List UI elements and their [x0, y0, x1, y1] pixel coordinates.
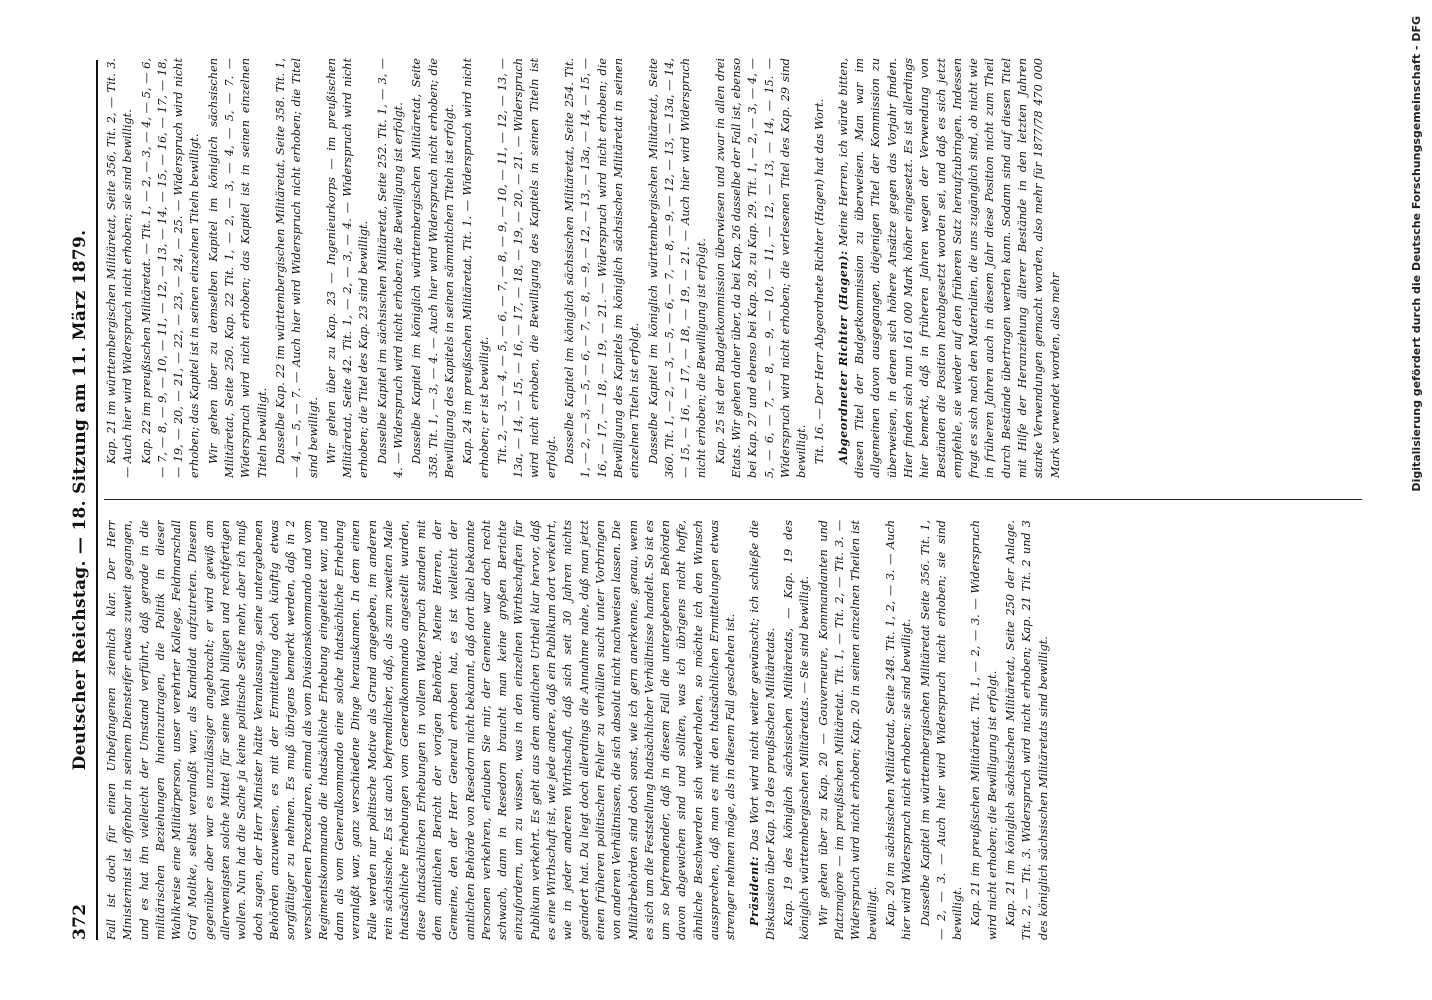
side-imprint — [1406, 16, 1428, 968]
paragraph-text: Fall ist doch für einen Unbefangenen ziemlich klar. Der Herr Ministerinist ist offenbar in seinem Diensteifer etwas zuweit gegangen, und es hat ihn vielleicht der Umstand verführt, daß gerade in die militärischen Beziehungen hineinzutragen, die Politik in dieser Wahlkreise eine Militärperson, unser verehrter Kollege, Feldmarschall Graf Moltke, selbst veranlaßt war, als Kandidat aufzutreten. Diesem gegenüber aber war es unzulässiger angebracht; er wird gewiß am allerwenigsten solche Mittel für seine Wahl billigen und rechtfertigen wollen. Nun hat die Sache ja keine politische Seite mehr, aber ich muß doch sagen, der Herr Minister hätte Veranlassung, seine untergebenen Behörden anzuweisen, es mit der Ermittelung doch künftig etwas sorgfältiger zu nehmen. Es muß übrigens bemerkt werden, daß in 2 verschiedenen Prozeduren, einmal als vom Divisionskommando und vom Regimentskommando die thatsächliche Erhebung eingeleitet war, und dann als vom Generalkommando eine solche thatsächliche Erhebung veranlaßt war, ganz verschiedene Dinge herauskamen. In dem einen Falle werden nur politische Motive als Grund angegeben, im anderen rein sächsische. Es ist auch befremdlicher, daß, als zum zweiten Male thatsächliche Erhebungen vom Generalkommando angestellt wurden, diese thatsächlichen Erhebungen in vollem Widerspruch standen mit dem amtlichen Bericht der vorigen Behörde. Meine Herren, der Gemeine, den der Herr General erhoben hat, es ist vielleicht der amtlichen Behörde von Resedorn nicht bekannt, daß dort übel bekannte Personen verkehren, erlauben Sie mir, der Gemeine war doch recht schwach, dann in Resedorn braucht man keine großen Berichte einzufordern, um zu wissen, was in den einzelnen Wirthschaften für Publikum verkehrt. Es geht aus dem amtlichen Urtheil klar hervor, daß es eine Wirthschaft ist, wie jede andere, daß ein Publikum dort verkehrt, wie in jeder anderen Wirthschaft, daß sich seit 30 Jahren nichts geändert hat. Da liegt doch allerdings die Annahme nahe, daß man jetzt einen früheren politischen Fehler zu verhüllen sucht unter Vorbringen von anderen Verhältnissen, die sich absolut nicht nachweisen lassen. Die Militärbehörden sind doch sonst, wie ich gern anerkenne, genau, wenn es sich um die Feststellung thatsächlicher Verhältnisse handelt. So ist es um so befremdender, daß in diesem Fall die untergebenen Behörden davon abgewichen sind und sollten, was ich übrigens nicht hoffe, ähnliche Beschwerden sich wiederholen, so möchte ich den Wunsch aussprechen, daß man es mit den thatsächlichen Ermittelungen etwas strenger nehmen möge, als in diesem Fall geschehen ist. — [105, 520, 738, 940]
paragraph — [460, 58, 493, 478]
paragraph — [273, 58, 322, 478]
paragraph — [812, 58, 828, 478]
paragraph — [835, 58, 1064, 478]
paragraph-text: Wir gehen über zu demselben Kapitel im königlich sächsischen Militäretat, Seite 250. Kap. 22 Tit. 1, — 2, — 3, — 4, — 5, — 7. — Widerspruch wird nicht erhoben; das Kapitel ist in seinen einzelnen Titeln bewilligt. — [206, 58, 269, 478]
paragraph — [918, 520, 967, 940]
header-rule — [96, 60, 98, 940]
paragraph-text: Wir gehen über zu Kap. 20 — Gouverneure, Kommandanten und Platzmajore — im preußischen Militäretat. Tit. 1, — Tit. 2, — Tit. 3. — Widerspruch wird nicht erhoben; Kap. 20 in seinen einzelnen Theilen ist bewilligt. — [816, 520, 879, 940]
paragraph-text: Kap. 19 des königlich sächsischen Militäretats, — Kap. 19 des königlich württembergischen Militäretats. — Sie sind bewilligt. — [782, 520, 812, 940]
paragraph-text: Kap. 25 ist der Budgetkommission überwiesen und zwar in allen drei Etats. Wir gehen daher über, da bei Kap. 26 dasselbe der Fall ist, ebenso bei Kap. 27 und ebenso bei Kap. 28, zu Kap. 29. Tit. 1, — 2, — 3, — 4, — 5, — 6, — 7, — 8, — 9, — 10, — 11, — 12, — 13, — 14, — 15. — Widerspruch wird nicht erhoben; die verlesenen Titel des Kap. 29 sind bewilligt. — [713, 58, 809, 478]
paragraph — [139, 58, 204, 478]
paragraph — [646, 58, 711, 478]
paragraph — [409, 58, 458, 478]
paragraph — [746, 520, 780, 940]
paragraph-text: Tit. 16. — Der Herr Abgeordnete Richter (Hagen) hat das Wort. — [813, 98, 827, 464]
paragraph — [324, 58, 373, 478]
paragraph — [968, 520, 1001, 940]
paragraph — [1003, 520, 1052, 940]
paragraph — [713, 58, 811, 478]
speaker-name: Präsident: — [746, 855, 761, 926]
running-head: Deutscher Reichstag. — 18. Sitzung am 11. März 1879. — [70, 229, 90, 771]
paragraph-text: Meine Herren, ich würde bitten, diesen Titel der Budgetkommission zu überweisen. Man war im allgemeinen davon ausgegangen, diejenigen Titel der Kommission zu überweisen, in denen sich höhere Ansätze gegen das Vorjahr finden. Hier finden sich nun 161 000 Mark höher eingesetzt. Es ist allerdings hier bemerkt, daß in früheren Jahren wegen der Verwendung von Beständen die Position herabgesetzt worden sei, und daß es sich jetzt empfehle, sie wieder auf den früheren Satz heraufzubringen. Indessen fragt es sich nach den Materialien, die uns zugänglich sind, ob nicht wie in früheren Jahren auch in diesem Jahr diese Position nicht zum Theil durch Bestände übertragen werden kann. Sodann sind auf diesen Titel mit Hilfe der Heranziehung älterer Bestände in den letzten Jahren starke Verwendungen gemacht worden, also mehr für 1877/78 470 000 Mark verwendet worden, also mehr — [836, 58, 1062, 478]
paragraph-text: Kap. 21 im preußischen Militäretat. Tit. 1, — 2, — 3. — Widerspruch wird nicht erhoben; die Bewilligung ist erfolgt. — [969, 520, 999, 940]
paragraph-text: Wir gehen über zu Kap. 23 — Ingenieurkorps — im preußischen Militäretat, Seite 42. Tit. 1, — 2, — 3, — 4. — Widerspruch wird nicht erhoben; die Titel des Kap. 23 sind bewilligt. — [324, 58, 371, 478]
imprint-text: Digitalisierung gefördert durch die Deutsche Forschungsgemeinschaft - DFG — [1410, 16, 1423, 492]
paragraph-text: Dasselbe Kapitel im sächsischen Militäretat, Seite 252. Tit. 1, — 3, — 4. — Widerspruch wird nicht erhoben; die Bewilligung ist erfolgt. — [375, 58, 406, 478]
paragraph-text: Dasselbe Kapitel im königlich württembergischen Militäretat, Seite 360. Tit. 1, — 2, — 3, — 5, — 6, — 7, — 8, — 9, — 12, — 13, — 13a, — 14, — 15, — 16, — 17, — 18, — 19, — 21. — Auch hier wird Widerspruch nicht erhoben; die Bewilligung ist erfolgt. — [646, 58, 709, 478]
paragraph — [206, 58, 271, 478]
paragraph — [883, 520, 916, 940]
paragraph — [104, 520, 740, 940]
paragraph-text: Kap. 20 im sächsischen Militäretat, Seite 248. Tit. 1, 2, — 3. — Auch hier wird Widerspruch nicht erhoben; sie sind bewilligt. — [883, 520, 914, 940]
paragraph — [375, 58, 408, 478]
paragraph-text: Dasselbe Kapitel im königlich württembergischen Militäretat, Seite 358. Tit. 1, — 3, — 4. — Auch hier wird Widerspruch nicht erhoben; die Bewilligung des Kapitels in seinen sämmtlichen Titeln ist erfolgt. — [410, 58, 456, 478]
paragraph-text: Dasselbe Kapitel im königlich sächsischen Militäretat, Seite 254. Tit. 1, — 2, — 3, — 5, — 6, — 7, — 8, — 9, — 12, — 13, — 13a, — 14, — 15, — 16, — 17, — 18, — 19, — 21. — Widerspruch wird nicht erhoben; die Bewilligung des Kapitels im königlich sächsischen Militäretat in seinen einzelnen Titeln ist erfolgt. — [563, 58, 642, 478]
paragraph-text: Kap. 24 im preußischen Militäretat, Tit. 1. — Widerspruch wird nicht erhoben; er ist bewilligt. — [461, 58, 491, 478]
paragraph — [104, 58, 137, 478]
right-column — [104, 58, 1362, 478]
paragraph-text: Das Wort wird nicht weiter gewünscht; ich schließe die Diskussion über Kap. 19 des preußischen Militäretats. — [747, 520, 777, 940]
paragraph — [495, 58, 560, 478]
paragraph — [562, 58, 643, 478]
paragraph-text: Kap. 21 im königlich sächsischen Militäretat, Seite 250 der Anlage. Tit. 2, — Tit. 3. Widerspruch wird nicht erhoben; Kap. 21 Tit. 2 und 3 des königlich sächsischen Militäretats sind bewilligt. — [1004, 520, 1050, 940]
page-header — [70, 60, 96, 940]
column-divider — [104, 499, 1362, 500]
page-number: 372 — [70, 903, 90, 940]
paragraph — [781, 520, 814, 940]
left-column — [104, 520, 1362, 940]
paragraph — [816, 520, 881, 940]
paragraph-text: Dasselbe Kapitel im württembergischen Militäretat Seite 356. Tit. 1, — 2, — 3. — Auch hier wird Widerspruch nicht erhoben; sie sind bewilligt. — [918, 520, 965, 940]
paragraph-text: Tit. 2, — 3, — 4, — 5, — 6, — 7, — 8, — 9, — 10, — 11, — 12, — 13, — 13a, — 14, — 15, — 16, — 17, — 18, — 19, — 20, — 21. — Widerspruch wird nicht erhoben, die Bewilligung des Kapitels in seinen Titeln ist erfolgt. — [495, 58, 558, 478]
paragraph-text: Kap. 22 im preußischen Militäretat. — Tit. 1, — 2, — 3, — 4, — 5, — 6, — 7, — 8, — 9, — 10, — 11, — 12, — 13, — 14, — 15, — 16, — 17, — 18, — 19, — 20, — 21, — 22, — 23, — 24, — 25. — Widerspruch wird nicht erhoben; das Kapitel ist in seinen einzelnen Titeln bewilligt. — [139, 58, 202, 478]
paragraph-text: Dasselbe Kap. 22 im württembergischen Militäretat, Seite 358. Tit. 1, — 4, — 5, — 7. — Auch hier wird Widerspruch nicht erhoben; die Titel sind bewilligt. — [273, 58, 320, 478]
paragraph-text: Kap. 21 im württembergischen Militäretat, Seite 356, Tit. 2, — Tit. 3. — Auch hier wird Widerspruch nicht erhoben; sie sind bewilligt. — [105, 58, 135, 478]
speaker-name: Abgeordneter Richter (Hagen): — [835, 250, 850, 464]
